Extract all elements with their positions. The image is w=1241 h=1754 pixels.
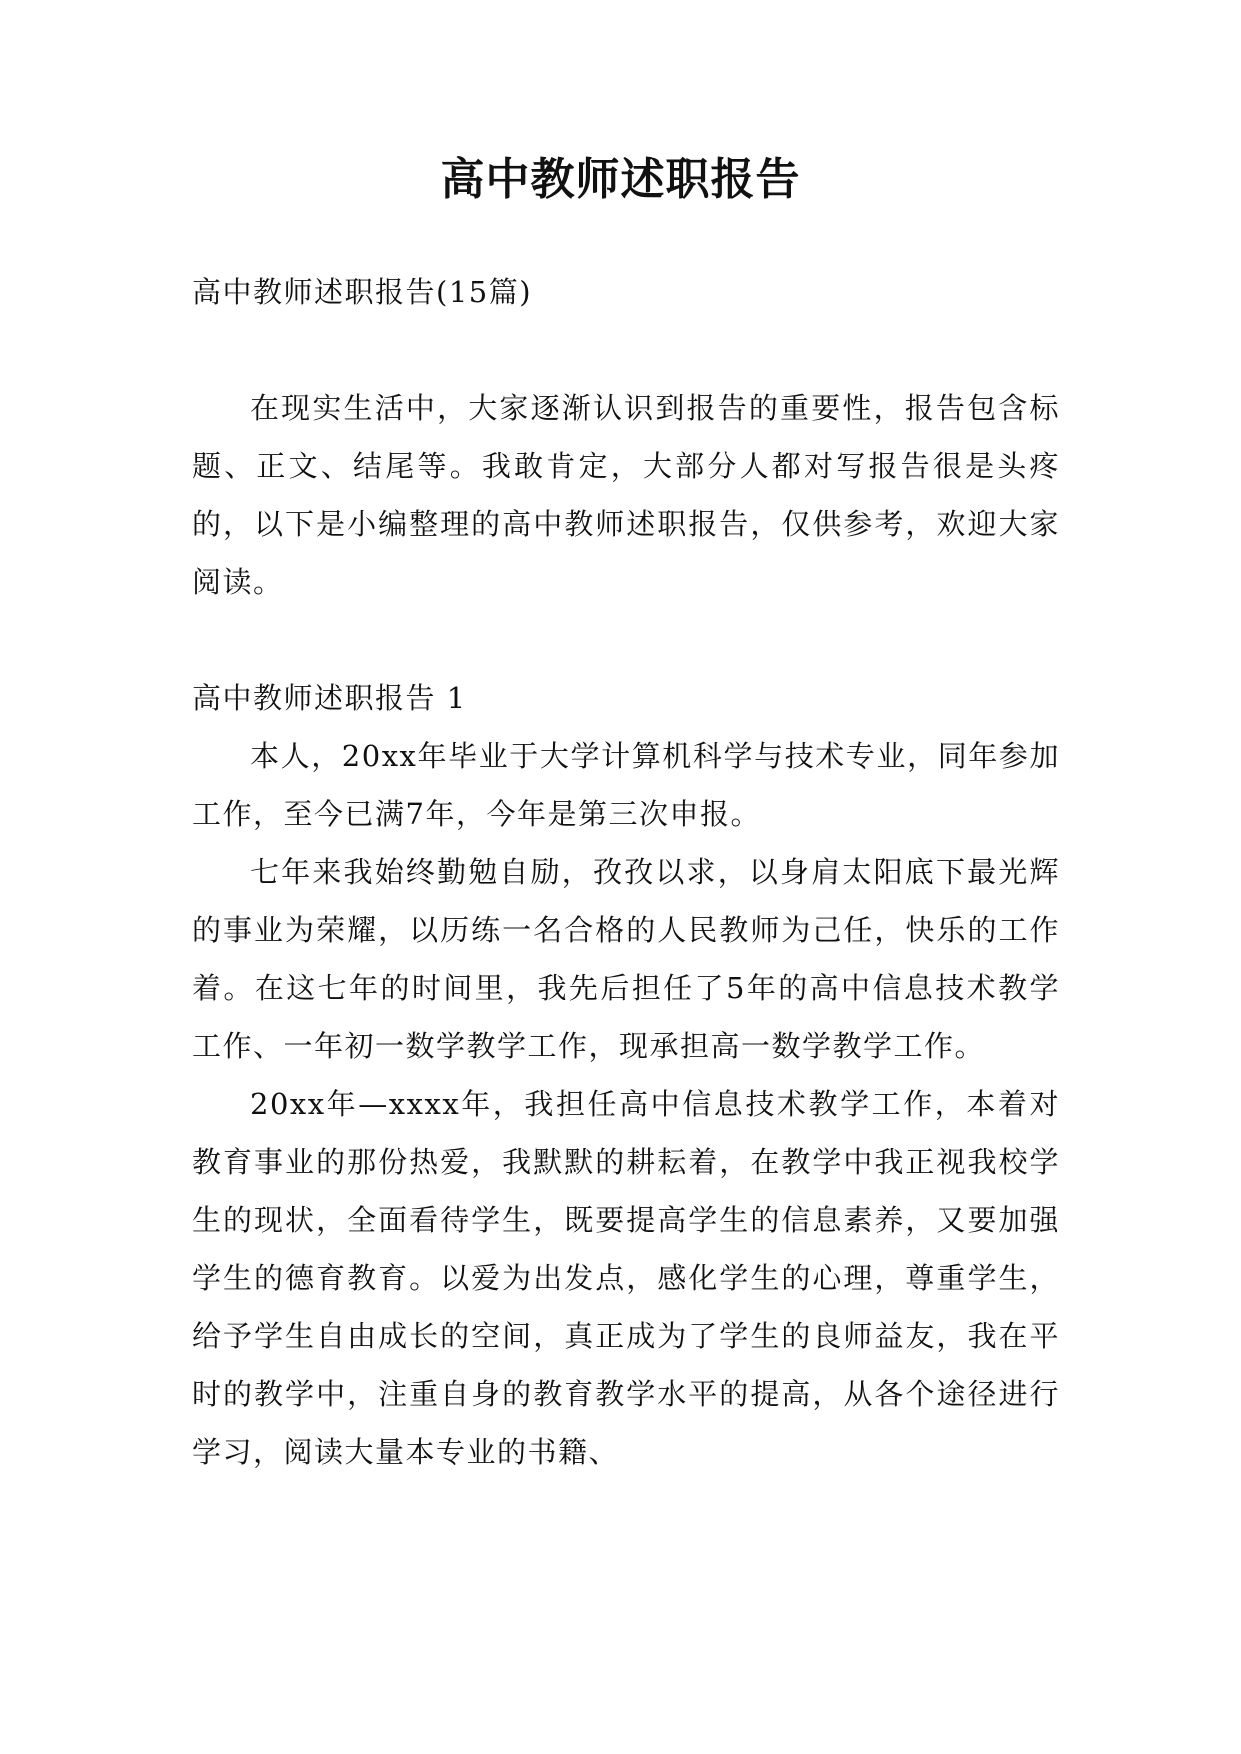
intro-paragraph: 在现实生活中，大家逐渐认识到报告的重要性，报告包含标题、正文、结尾等。我敢肯定，大部分人都对写报告很是头疼的，以下是小编整理的高中教师述职报告，仅供参考，欢迎大家阅读。 xyxy=(192,391,1060,599)
body-paragraph: 20xx年—xxxx年，我担任高中信息技术教学工作，本着对教育事业的那份热爱，我默默的耕耘着，在教学中我正视我校学生的现状，全面看待学生，既要提高学生的信息素养，又要加强学生的德育教育。以爱为出发点，感化学生的心理，尊重学生，给予学生自由成长的空间，真正成为了学生的良师益友，我在平时的教学中，注重自身的教育教学水平的提高，从各个途径进行学习，阅读大量本专业的书籍、 xyxy=(192,1087,1060,1469)
body-paragraph: 七年来我始终勤勉自励，孜孜以求，以身肩太阳底下最光辉的事业为荣耀，以历练一名合格的人民教师为己任，快乐的工作着。在这七年的时间里，我先后担任了5年的高中信息技术教学工作、一年初一数学教学工作，现承担高一数学教学工作。 xyxy=(192,855,1060,1063)
body-paragraph: 本人，20xx年毕业于大学计算机科学与技术专业，同年参加工作，至今已满7年，今年是第三次申报。 xyxy=(192,739,1060,831)
subtitle: 高中教师述职报告(15篇) xyxy=(192,275,533,309)
document-title: 高中教师述职报告 xyxy=(440,154,801,205)
document-body xyxy=(192,263,1060,1481)
section-heading: 高中教师述职报告 1 xyxy=(192,681,467,715)
